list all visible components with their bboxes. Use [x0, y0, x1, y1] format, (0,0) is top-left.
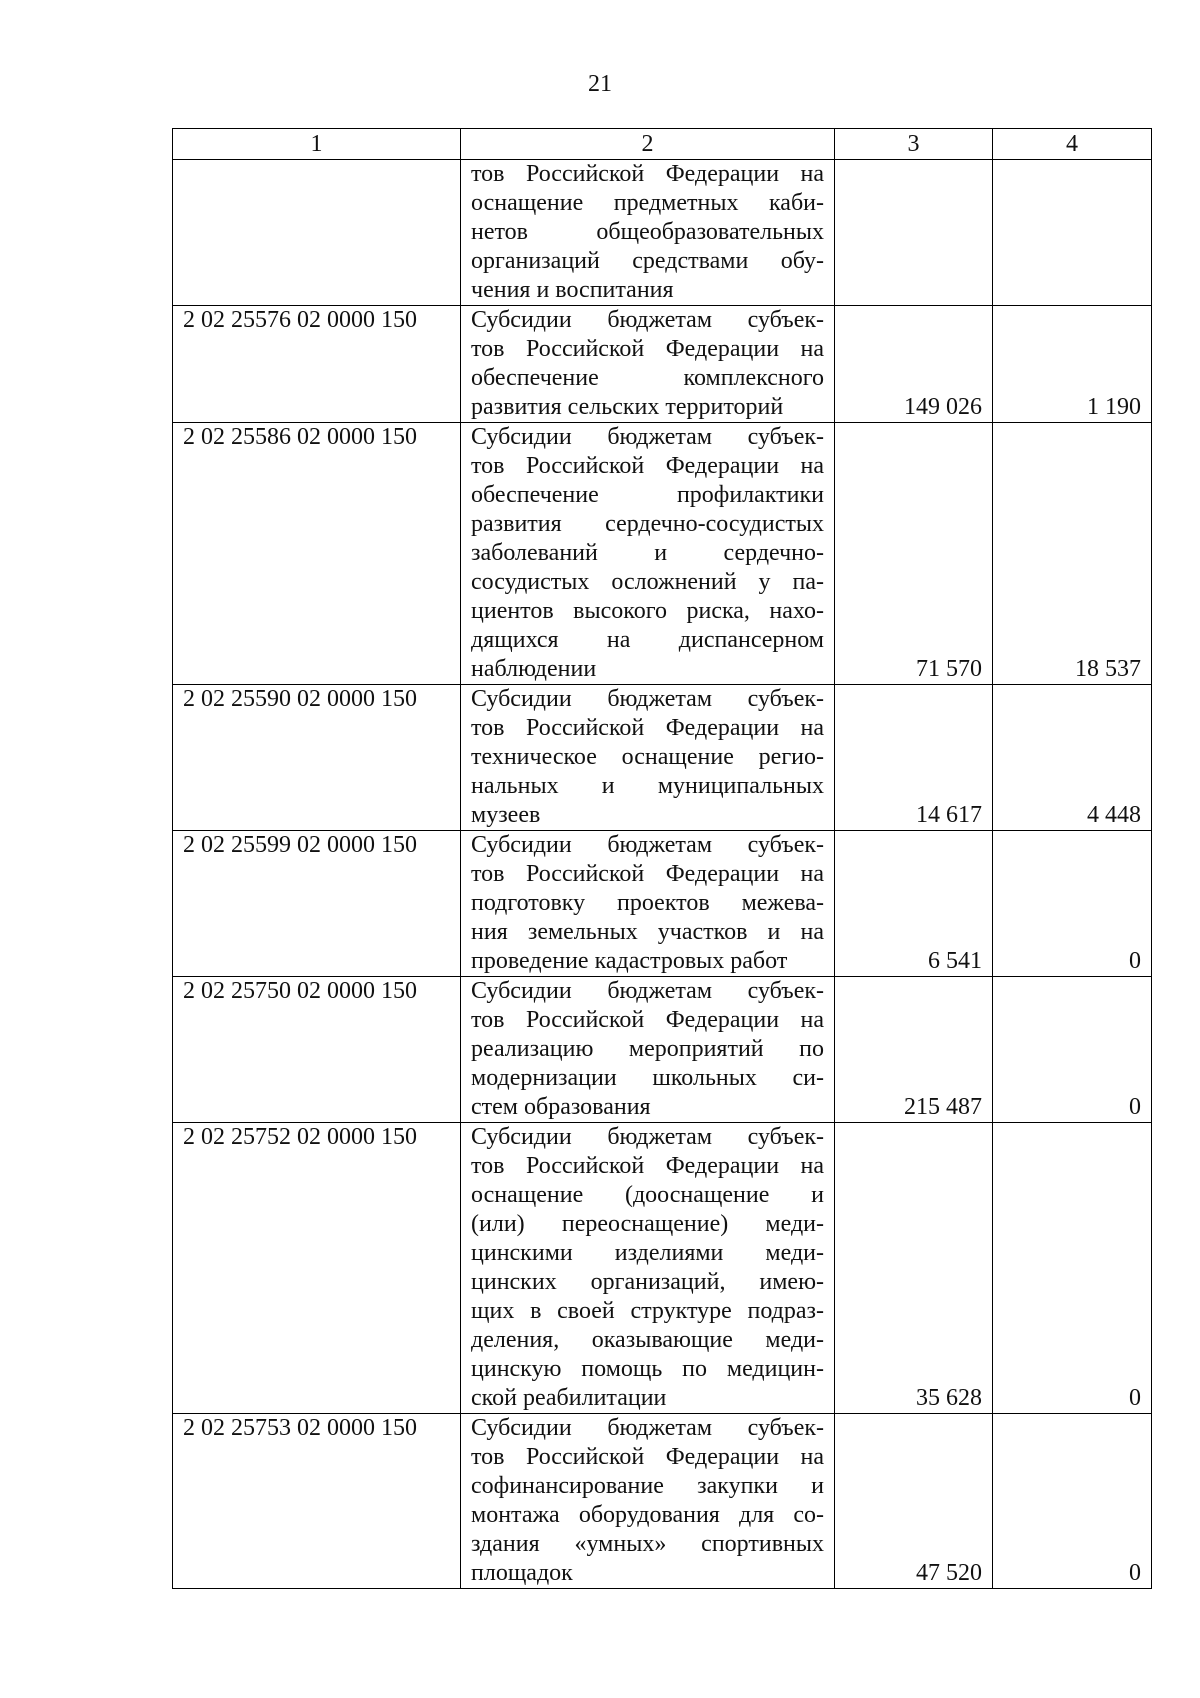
budget-code-cell [173, 160, 461, 306]
description-cell [461, 831, 835, 977]
amount-col3-cell: 215 487 [835, 977, 993, 1123]
budget-code-cell: 2 02 25576 02 0000 150 [173, 306, 461, 423]
description-line: тов Российской Федерации на [471, 1153, 824, 1179]
amount-col4-cell [993, 160, 1152, 306]
amount-col4-cell: 0 [993, 831, 1152, 977]
column-header-3: 3 [835, 129, 993, 160]
table-row [173, 1123, 1152, 1414]
table-header-row [173, 129, 1152, 160]
budget-code-cell: 2 02 25590 02 0000 150 [173, 685, 461, 831]
table-row [173, 1414, 1152, 1589]
description-line: тов Российской Федерации на [471, 1007, 824, 1033]
description-line: Субсидии бюджетам субъек- [471, 307, 824, 333]
description-cell [461, 160, 835, 306]
budget-code-cell: 2 02 25753 02 0000 150 [173, 1414, 461, 1589]
description-cell [461, 423, 835, 685]
description-line: (или) переоснащение) меди- [471, 1211, 824, 1237]
description-line: ской реабилитации [471, 1385, 667, 1411]
description-line: ния земельных участков и на [471, 919, 824, 945]
description-line: реализацию мероприятий по [471, 1036, 824, 1062]
description-line: щих в своей структуре подраз- [471, 1298, 824, 1324]
budget-code-cell: 2 02 25586 02 0000 150 [173, 423, 461, 685]
amount-col3-cell: 47 520 [835, 1414, 993, 1589]
table-row [173, 160, 1152, 306]
description-line: Субсидии бюджетам субъек- [471, 1415, 824, 1441]
column-header-1: 1 [173, 129, 461, 160]
description-line: площадок [471, 1560, 573, 1586]
description-line: наблюдении [471, 656, 597, 682]
description-cell [461, 306, 835, 423]
description-line: тов Российской Федерации на [471, 336, 824, 362]
table-row [173, 306, 1152, 423]
description-line: Субсидии бюджетам субъек- [471, 686, 824, 712]
column-header-4: 4 [993, 129, 1152, 160]
description-line: подготовку проектов межева- [471, 890, 824, 916]
description-line: нетов общеобразовательных [471, 219, 824, 245]
description-line: тов Российской Федерации на [471, 1444, 824, 1470]
description-line: цинскую помощь по медицин- [471, 1356, 824, 1382]
description-line: тов Российской Федерации на [471, 453, 824, 479]
description-line: деления, оказывающие меди- [471, 1327, 824, 1353]
table-row [173, 831, 1152, 977]
table-row [173, 977, 1152, 1123]
description-line: музеев [471, 802, 541, 828]
description-line: циентов высокого риска, нахо- [471, 598, 824, 624]
description-line: развития сердечно-сосудистых [471, 511, 824, 537]
column-header-2: 2 [461, 129, 835, 160]
description-cell [461, 1123, 835, 1414]
description-line: здания «умных» спортивных [471, 1531, 824, 1557]
description-line: цинских организаций, имею- [471, 1269, 824, 1295]
amount-col4-cell: 0 [993, 977, 1152, 1123]
description-line: сосудистых осложнений у па- [471, 569, 824, 595]
amount-col3-cell [835, 160, 993, 306]
amount-col4-cell: 18 537 [993, 423, 1152, 685]
description-cell [461, 1414, 835, 1589]
description-line: техническое оснащение регио- [471, 744, 824, 770]
amount-col4-cell: 1 190 [993, 306, 1152, 423]
amount-col4-cell: 4 448 [993, 685, 1152, 831]
description-line: заболеваний и сердечно- [471, 540, 824, 566]
description-line: тов Российской Федерации на [471, 715, 824, 741]
amount-col3-cell: 35 628 [835, 1123, 993, 1414]
description-line: софинансирование закупки и [471, 1473, 824, 1499]
description-line: дящихся на диспансерном [471, 627, 824, 653]
budget-code-cell: 2 02 25750 02 0000 150 [173, 977, 461, 1123]
page-number: 21 [588, 71, 612, 97]
description-line: оснащение (дооснащение и [471, 1182, 824, 1208]
description-line: организаций средствами обу- [471, 248, 824, 274]
description-line: стем образования [471, 1094, 651, 1120]
amount-col3-cell: 149 026 [835, 306, 993, 423]
description-line: Субсидии бюджетам субъек- [471, 424, 824, 450]
amount-col4-cell: 0 [993, 1414, 1152, 1589]
description-line: обеспечение профилактики [471, 482, 824, 508]
description-line: оснащение предметных каби- [471, 190, 824, 216]
description-line: обеспечение комплексного [471, 365, 824, 391]
table-row [173, 423, 1152, 685]
amount-col4-cell: 0 [993, 1123, 1152, 1414]
description-line: проведение кадастровых работ [471, 948, 788, 974]
description-line: Субсидии бюджетам субъек- [471, 978, 824, 1004]
table-body [173, 160, 1152, 1589]
description-line: развития сельских территорий [471, 394, 784, 420]
description-line: монтажа оборудования для со- [471, 1502, 824, 1528]
description-cell [461, 685, 835, 831]
description-line: тов Российской Федерации на [471, 861, 824, 887]
budget-code-cell: 2 02 25752 02 0000 150 [173, 1123, 461, 1414]
description-line: Субсидии бюджетам субъек- [471, 832, 824, 858]
description-line: цинскими изделиями меди- [471, 1240, 824, 1266]
description-cell [461, 977, 835, 1123]
budget-code-cell: 2 02 25599 02 0000 150 [173, 831, 461, 977]
description-line: тов Российской Федерации на [471, 161, 824, 187]
table-row [173, 685, 1152, 831]
description-line: чения и воспитания [471, 277, 674, 303]
budget-table [172, 128, 1152, 1589]
description-line: Субсидии бюджетам субъек- [471, 1124, 824, 1150]
description-line: модернизации школьных си- [471, 1065, 824, 1091]
amount-col3-cell: 71 570 [835, 423, 993, 685]
amount-col3-cell: 6 541 [835, 831, 993, 977]
description-line: нальных и муниципальных [471, 773, 824, 799]
amount-col3-cell: 14 617 [835, 685, 993, 831]
